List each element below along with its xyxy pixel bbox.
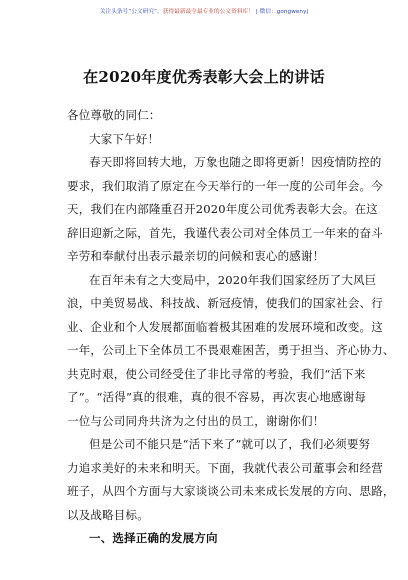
body-line: 一年，公司上下全体员工不畏艰难困苦，勇于担当、齐心协力、 [67, 343, 395, 357]
body-line: 辛劳和奉献付出表示最亲切的问候和衷心的感谢！ [67, 249, 325, 263]
document-title: 在2020年度优秀表彰大会上的讲话 [83, 68, 325, 86]
body-line: 共克时艰，使公司经受住了非比寻常的考验，我们“活下来 [67, 366, 366, 381]
body-line: 了”。“活得”真的很难，真的很不容易，再次衷心地感谢每 [67, 390, 367, 404]
header-banner: 关注头条号“公文研究”，获得最新最全最专业的公文资料库！ | 微信：gongwenyj [99, 9, 309, 15]
body-line: 浪，中美贸易战、科技战、新冠疫情，使我们的国家社会、行 [67, 296, 383, 310]
body-line: 力追求美好的未来和明天。下面，我就代表公司董事会和经营 [67, 460, 383, 475]
banner-follow-text: 关注头条号“公文研究”， [99, 9, 163, 15]
body-line: 但是公司不能只是“活下来了”就可以了，我们必须要努 [89, 437, 371, 451]
body-line: 业、企业和个人发展都面临着极其困难的发展环境和改变。这 [67, 319, 383, 334]
body-line: 春天即将回转大地，万象也随之即将更新！因疫情防控的 [89, 155, 382, 169]
body-line: 一位与公司同舟共济为之付出的员工，谢谢你们！ [67, 413, 325, 428]
body-line: 大家下午好！ [89, 131, 160, 146]
body-line: 辞旧迎新之际，首先，我谨代表公司对全体员工一年来的奋斗 [67, 225, 383, 240]
document-body [67, 104, 395, 551]
body-line: 各位尊敬的同仁： [67, 108, 161, 122]
body-line: 天，我们在内部隆重召开2020年度公司优秀表彰大会。在这 [67, 202, 378, 216]
body-line: 要求，我们取消了原定在今天举行的一年一度的公司年会。今 [67, 178, 383, 193]
section-heading: 一、选择正确的发展方向 [89, 531, 218, 545]
banner-promo-text: 获得最新最全最专业的公文资料库！ [162, 9, 254, 15]
body-line: 在百年未有之大变局中，2020年我们国家经历了大风巨 [89, 272, 377, 287]
body-line: 班子，从四个方面与大家谈谈公司未来成长发展的方向、思路， [67, 484, 395, 498]
body-line: 以及战略目标。 [67, 507, 149, 522]
banner-wechat-text: 微信：gongwenyj [259, 9, 309, 15]
